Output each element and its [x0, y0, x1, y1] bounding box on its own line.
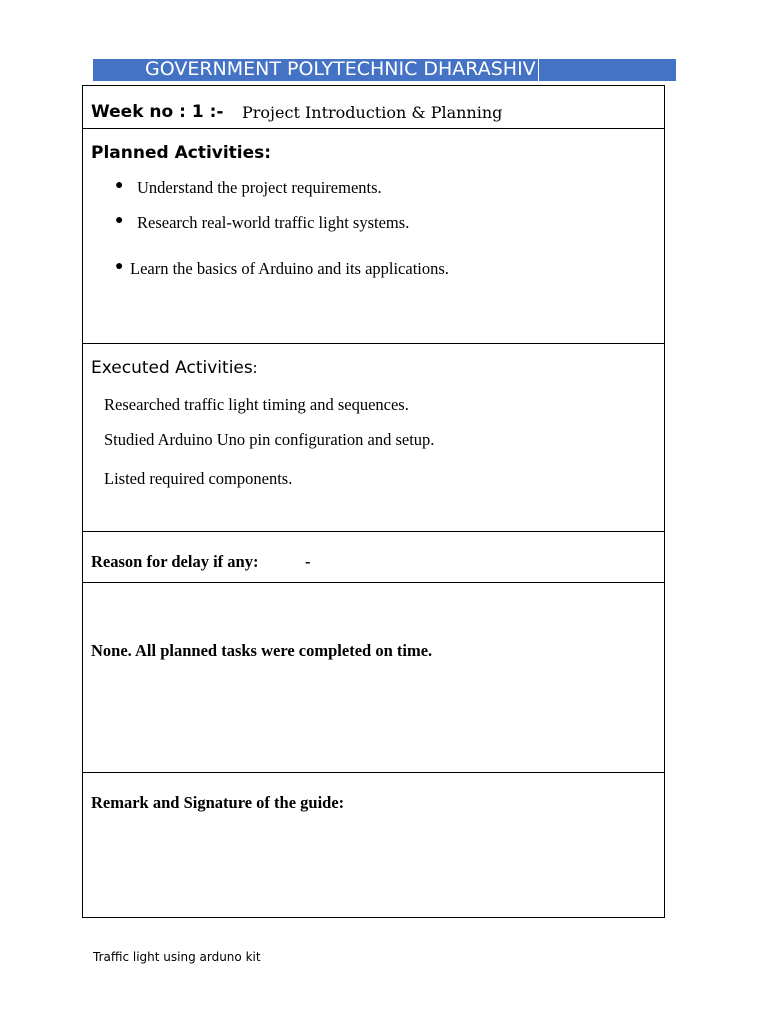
planned-item: Research real-world traffic light systems.: [137, 213, 410, 232]
remark-label: Remark and Signature of the guide:: [91, 793, 345, 812]
executed-activities-row: [83, 344, 664, 532]
bullet-icon: ●: [115, 259, 124, 274]
status-row: [83, 583, 664, 773]
weekly-report-table: [82, 85, 665, 918]
executed-item: Researched traffic light timing and sequences.: [104, 395, 409, 414]
page-footer: Traffic light using arduno kit: [93, 950, 261, 964]
planned-heading: Planned Activities:: [91, 143, 272, 163]
week-label: Week no : 1 :-: [91, 102, 224, 122]
planned-activities-row: [83, 129, 664, 344]
planned-item: Understand the project requirements.: [137, 178, 382, 197]
status-text: None. All planned tasks were completed on time.: [91, 641, 433, 660]
delay-row: [83, 532, 664, 583]
executed-heading: [91, 358, 257, 378]
delay-value: -: [305, 552, 311, 571]
header-banner: [93, 59, 676, 81]
institution-title: GOVERNMENT POLYTECHNIC DHARASHIV: [145, 57, 539, 81]
remark-row: [83, 773, 664, 917]
week-row: [83, 86, 664, 129]
executed-heading-colon: :: [252, 358, 258, 377]
week-title: Project Introduction & Planning: [242, 103, 503, 122]
executed-heading-text: Executed Activities: [91, 358, 253, 378]
bullet-icon: ●: [115, 178, 124, 193]
planned-item: Learn the basics of Arduino and its applications.: [130, 259, 449, 278]
executed-item: Listed required components.: [104, 469, 293, 488]
executed-item: Studied Arduino Uno pin configuration and setup.: [104, 430, 435, 449]
delay-label: Reason for delay if any:: [91, 552, 259, 571]
bullet-icon: ●: [115, 213, 124, 228]
